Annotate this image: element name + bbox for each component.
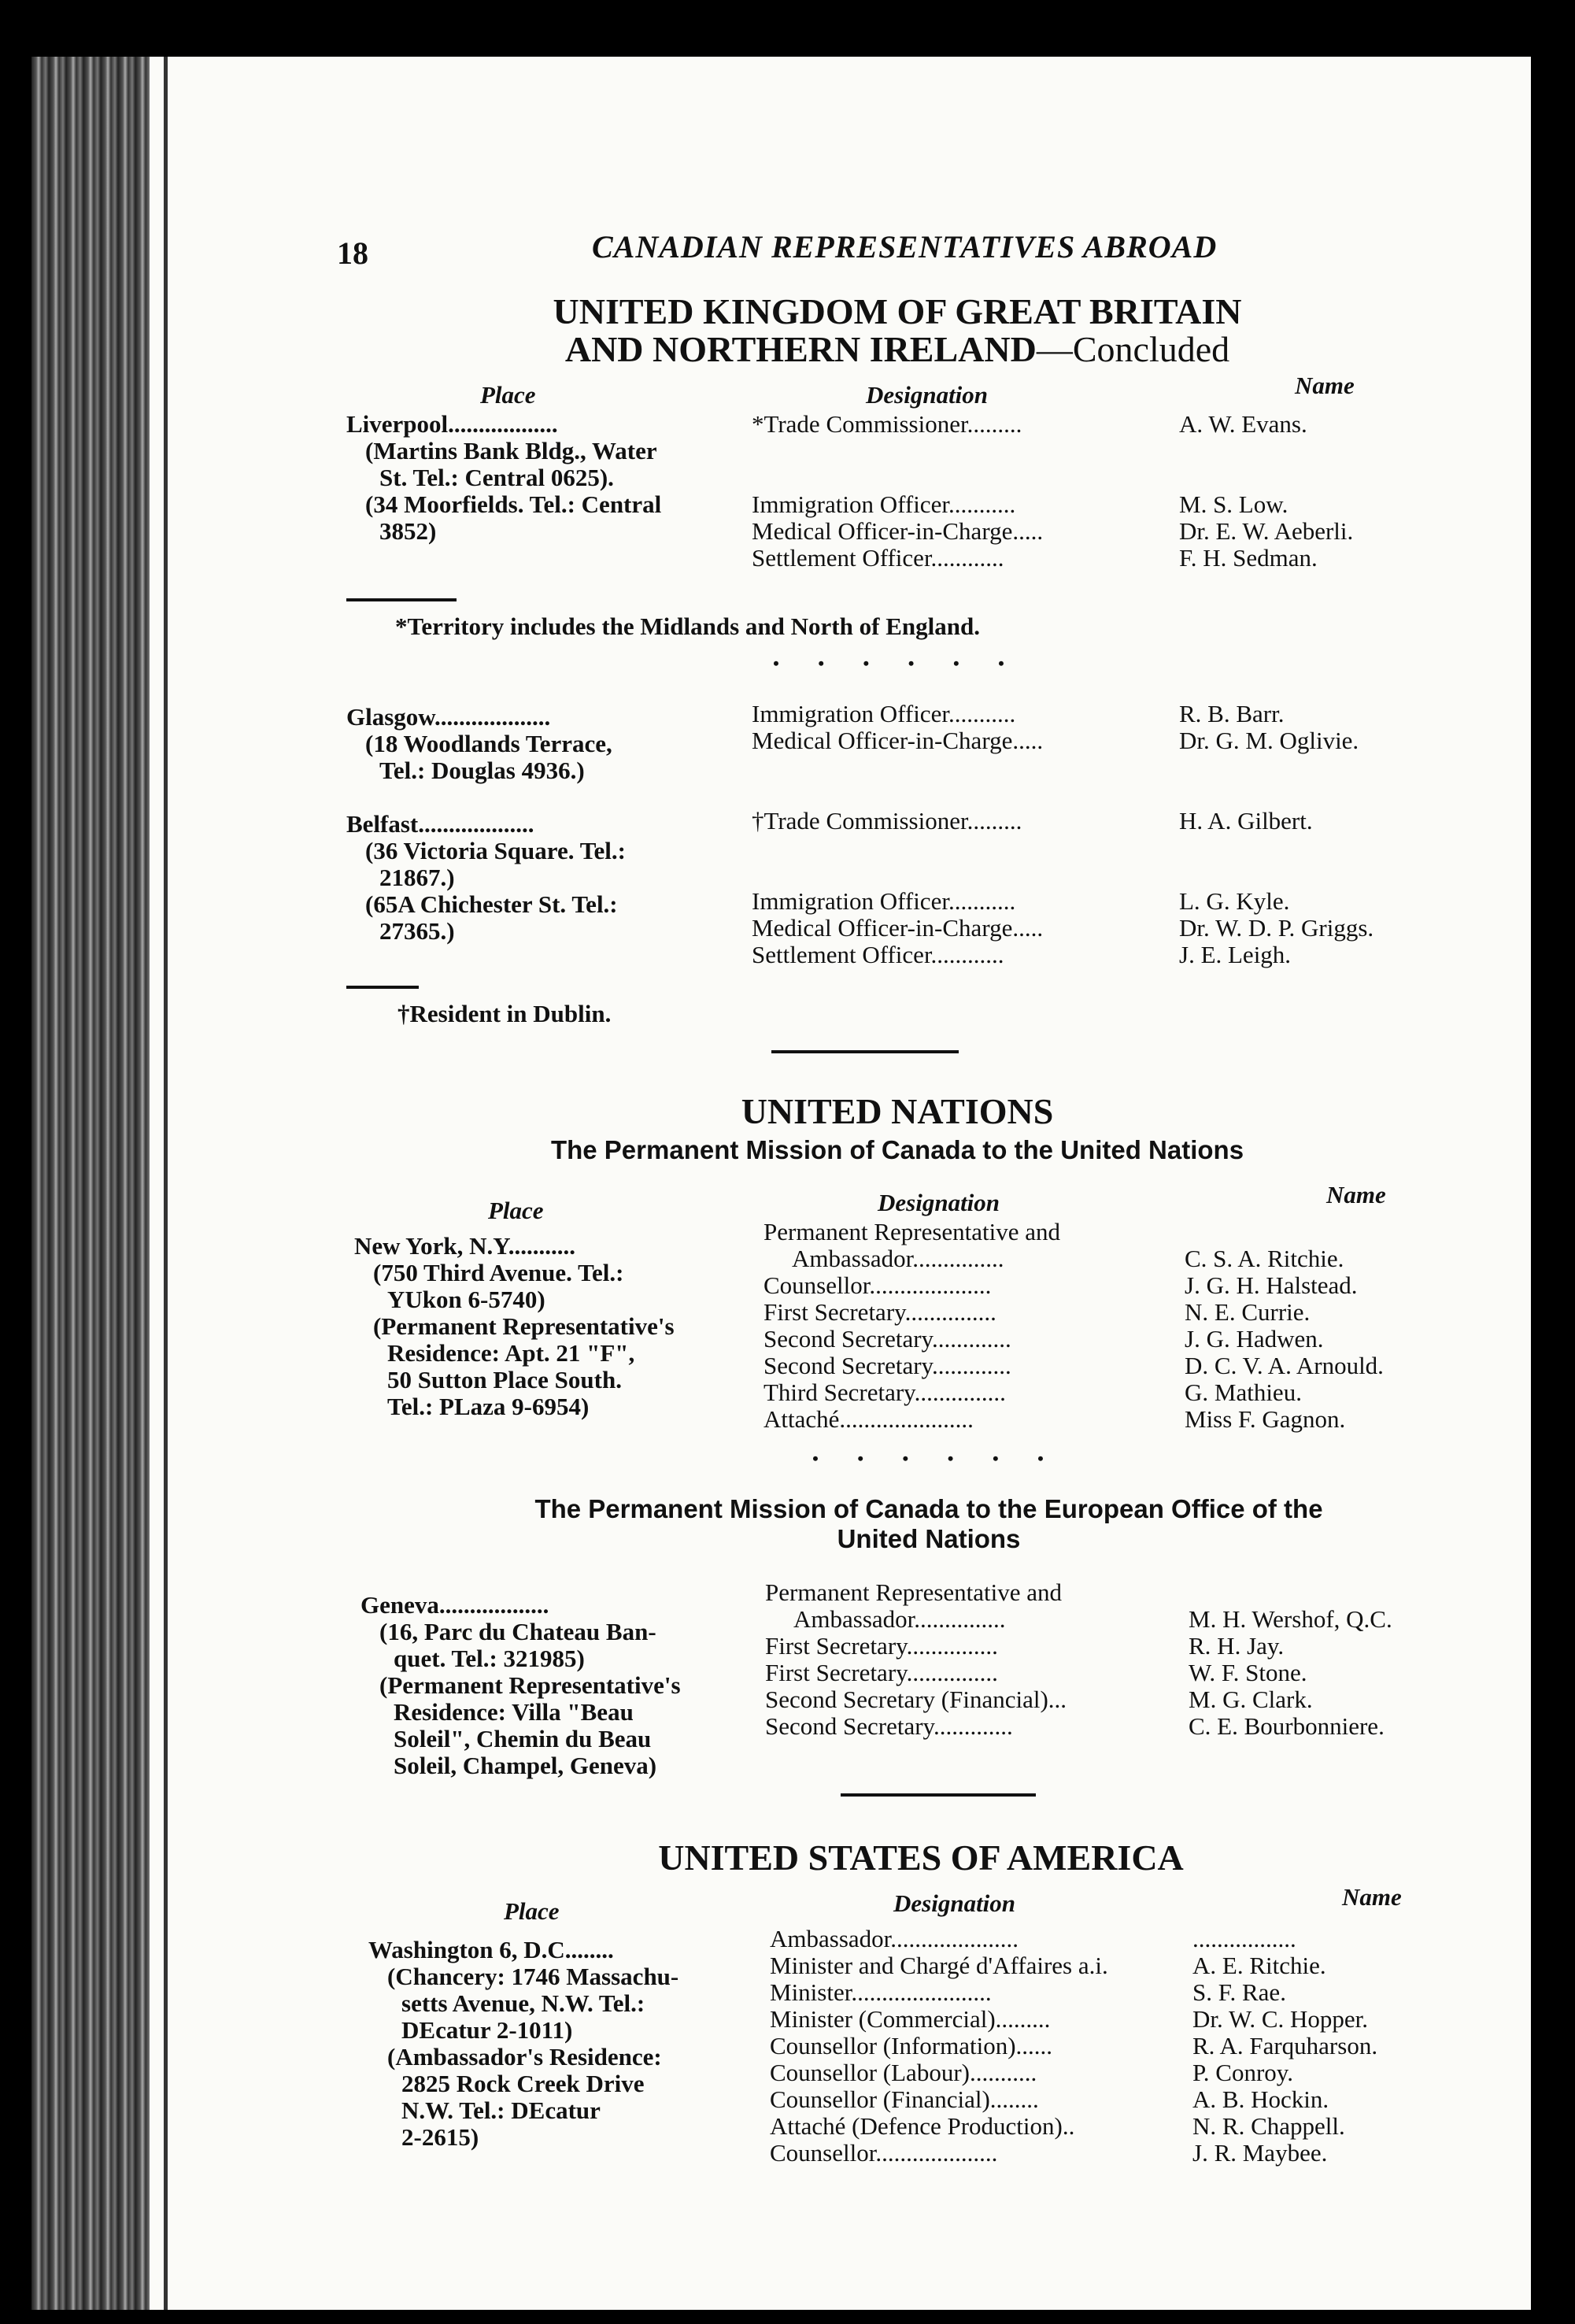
person-name: H. A. Gilbert. [1179,807,1313,834]
section-rule [771,1050,959,1053]
person-name: D. C. V. A. Arnould. [1185,1352,1384,1379]
address-line: 2825 Rock Creek Drive [401,2070,645,2097]
designation: Permanent Representative and [765,1579,1063,1606]
city-liverpool: Liverpool.................. [346,411,558,438]
designation: Immigration Officer........... [752,888,1016,915]
designation: *Trade Commissioner......... [752,411,1022,438]
address-line: 21867.) [379,864,455,891]
address-line: (36 Victoria Square. Tel.: [365,837,626,864]
running-header [299,228,1496,276]
person-name: N. E. Currie. [1185,1298,1311,1326]
scanned-page [31,57,1531,2310]
designation: Third Secretary............... [763,1379,1006,1406]
person-name: G. Mathieu. [1185,1378,1302,1406]
geneva-names [1189,1606,1519,1740]
person-name: J. G. Hadwen. [1185,1325,1324,1353]
glasgow-names [1179,701,1510,754]
address-line: 27365.) [379,917,455,945]
address-line: quet. Tel.: 321985) [394,1645,585,1672]
city-washington: Washington 6, D.C........ [368,1937,614,1963]
designation: Settlement Officer............ [752,942,1004,968]
person-name: Dr. W. D. P. Griggs. [1179,914,1374,942]
section-separator: • • • • • • [773,653,1022,673]
uk-title-line2: AND NORTHERN IRELAND [564,329,1037,369]
un-title: UNITED NATIONS [741,1091,1054,1131]
designation: Medical Officer-in-Charge..... [752,727,1044,754]
person-name: J. G. H. Halstead. [1185,1271,1358,1299]
col-header-designation: Designation [878,1189,1000,1216]
col-header-place: Place [480,381,536,409]
geneva-designations [765,1579,1182,1740]
geneva-place [360,1592,746,1779]
designation: Counsellor (Information)...... [770,2033,1053,2059]
footnote-territory: *Territory includes the Midlands and North of England. [395,612,980,640]
person-name: F. H. Sedman. [1179,544,1318,572]
city-belfast: Belfast................... [346,811,534,838]
address-line: (18 Woodlands Terrace, [365,730,612,757]
address-line: Tel.: Douglas 4936.) [379,757,585,784]
book-binding [31,57,150,2310]
person-name: W. F. Stone. [1189,1659,1307,1686]
designation: First Secretary............... [763,1299,996,1326]
col-header-designation: Designation [866,381,989,409]
liverpool-place [346,411,732,545]
designation: Counsellor.................... [770,2140,998,2167]
designation: Ambassador..................... [770,1926,1019,1952]
uk-title-line1: UNITED KINGDOM OF GREAT BRITAIN [553,291,1242,331]
liverpool-names [1179,411,1510,572]
col-header-name: Name [1342,1883,1402,1911]
designation: Counsellor.................... [763,1272,992,1299]
designation: Immigration Officer........... [752,491,1016,518]
uk-title-suffix: —Concluded [1036,329,1230,369]
un-subtitle: The Permanent Mission of Canada to the United Nations [550,1135,1244,1164]
person-name: Dr. E. W. Aeberli. [1179,517,1354,545]
designation: Counsellor (Financial)........ [770,2086,1039,2113]
person-name: J. E. Leigh. [1179,941,1292,968]
designation: †Trade Commissioner......... [752,808,1022,834]
address-line: (34 Moorfields. Tel.: Central [365,490,662,518]
uk-title [299,293,1496,368]
designation: First Secretary............... [765,1633,998,1660]
address-line: Tel.: PLaza 9-6954) [387,1393,590,1420]
designation: Settlement Officer............ [752,545,1004,572]
section-separator: • • • • • • [812,1449,1061,1468]
footnote-rule [346,986,419,989]
person-name: L. G. Kyle. [1179,887,1290,915]
col-header-name: Name [1295,372,1355,399]
footnote-dublin: †Resident in Dublin. [397,1000,612,1027]
address-line: YUkon 6-5740) [387,1286,545,1313]
address-line: N.W. Tel.: DEcatur [401,2096,601,2124]
person-name: A. B. Hockin. [1192,2085,1329,2113]
designation: Minister and Chargé d'Affaires a.i. [770,1952,1108,1979]
address-line: setts Avenue, N.W. Tel.: [401,1989,645,2017]
address-line: 2-2615) [401,2123,479,2151]
newyork-names [1185,1245,1515,1433]
designation: Ambassador............... [792,1245,1004,1272]
running-title: CANADIAN REPRESENTATIVES ABROAD [592,229,1218,265]
liverpool-designations [752,411,1169,572]
designation: Attaché...................... [763,1406,974,1433]
designation: Medical Officer-in-Charge..... [752,518,1044,545]
person-name: Dr. G. M. Oglivie. [1179,727,1359,754]
designation: Permanent Representative and [763,1219,1061,1245]
designation: Ambassador............... [793,1606,1006,1633]
designation: Immigration Officer........... [752,701,1016,727]
un-geneva-subtitle [331,1494,1527,1554]
person-name: N. R. Chappell. [1192,2112,1345,2140]
glasgow-designations [752,701,1169,754]
washington-place [368,1937,738,2151]
designation: First Secretary............... [765,1660,998,1686]
person-name: S. F. Rae. [1192,1978,1286,2006]
designation: Second Secretary............. [763,1326,1011,1353]
designation: Counsellor (Labour)........... [770,2059,1037,2086]
address-line: (Martins Bank Bldg., Water [365,437,657,464]
city-glasgow: Glasgow................... [346,704,551,731]
margin-line [164,57,168,2310]
address-line: Soleil", Chemin du Beau [394,1725,652,1752]
person-name: R. A. Farquharson. [1192,2032,1378,2059]
belfast-names [1179,808,1510,968]
glasgow-place [346,704,732,784]
newyork-place [354,1233,740,1420]
address-line: (65A Chichester St. Tel.: [365,890,618,918]
newyork-designations [763,1219,1181,1433]
person-name: A. W. Evans. [1179,410,1307,438]
city-newyork: New York, N.Y........... [354,1233,576,1260]
address-line: (Permanent Representative's [379,1671,681,1699]
col-header-place: Place [504,1897,560,1925]
belfast-place [346,811,732,945]
address-line: (16, Parc du Chateau Ban- [379,1618,656,1645]
address-line: Soleil, Champel, Geneva) [394,1752,657,1779]
person-name: M. G. Clark. [1189,1686,1313,1713]
washington-designations [770,1926,1211,2167]
designation: Second Secretary............. [763,1353,1011,1379]
person-name: C. S. A. Ritchie. [1185,1245,1344,1272]
address-line: (Chancery: 1746 Massachu- [387,1963,679,1990]
section-rule [841,1793,1036,1797]
col-header-designation: Designation [893,1889,1016,1917]
person-name: M. H. Wershof, Q.C. [1189,1605,1392,1633]
page-number: 18 [337,235,368,271]
person-name: ................. [1192,1925,1296,1952]
designation: Second Secretary............. [765,1713,1013,1740]
person-name: R. B. Barr. [1179,700,1285,727]
address-line: (Permanent Representative's [373,1312,675,1340]
person-name: Dr. W. C. Hopper. [1192,2005,1369,2033]
un-geneva-subtitle-line2: United Nations [837,1524,1021,1553]
address-line: (Ambassador's Residence: [387,2043,662,2071]
address-line: Residence: Villa "Beau [394,1698,634,1726]
designation: Medical Officer-in-Charge..... [752,915,1044,942]
designation: Second Secretary (Financial)... [765,1686,1067,1713]
city-geneva: Geneva.................. [360,1592,549,1619]
usa-title: UNITED STATES OF AMERICA [658,1837,1184,1878]
person-name: Miss F. Gagnon. [1185,1405,1346,1433]
washington-names [1192,1926,1492,2167]
person-name: A. E. Ritchie. [1192,1952,1326,1979]
person-name: J. R. Maybee. [1192,2139,1328,2167]
footnote-rule [346,598,457,601]
person-name: P. Conroy. [1192,2059,1294,2086]
person-name: M. S. Low. [1179,490,1288,518]
col-header-name: Name [1326,1181,1386,1208]
belfast-designations [752,808,1169,968]
address-line: Residence: Apt. 21 "F", [387,1339,635,1367]
designation: Minister (Commercial)......... [770,2006,1051,2033]
person-name: R. H. Jay. [1189,1632,1285,1660]
address-line: St. Tel.: Central 0625). [379,464,614,491]
col-header-place: Place [488,1197,544,1224]
designation: Minister....................... [770,1979,992,2006]
person-name: C. E. Bourbonniere. [1189,1712,1385,1740]
un-geneva-subtitle-line1: The Permanent Mission of Canada to the European Office of the [534,1494,1323,1523]
designation: Attaché (Defence Production).. [770,2113,1075,2140]
address-line: 50 Sutton Place South. [387,1366,622,1393]
address-line: (750 Third Avenue. Tel.: [373,1259,624,1286]
address-line: 3852) [379,517,437,545]
address-line: DEcatur 2-1011) [401,2016,573,2044]
